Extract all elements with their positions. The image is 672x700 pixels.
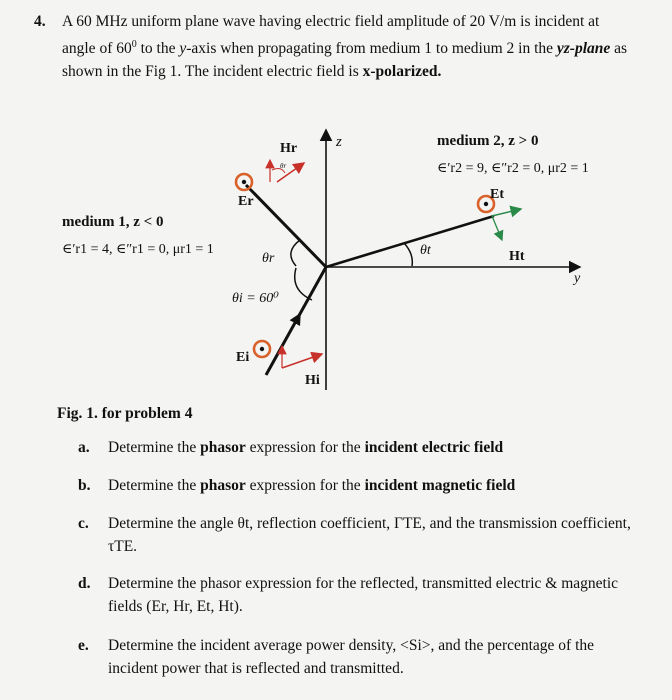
polarization-ref: x-polarized.	[362, 63, 442, 81]
ht-vector-2	[492, 216, 502, 240]
problem-text-4: as shown in the Fig 1. The incident electric field is	[62, 40, 628, 81]
er-label: Er	[238, 194, 254, 209]
transmitted-ray	[326, 216, 494, 267]
hi-vector	[282, 354, 322, 368]
problem-text-1: A 60 MHz uniform plane wave having electric field amplitude of 20 V/m is incident at angle of 60	[62, 13, 600, 58]
part-d	[78, 572, 638, 618]
incident-ray-arrow	[287, 314, 300, 337]
part-a-mid: expression for the	[245, 439, 365, 456]
part-b	[78, 474, 638, 497]
part-a-bold-2: incident electric field	[364, 439, 504, 456]
part-e-text: Determine the incident average power density, <Si>, and the percentage of the incident power that is reflected and transmitted.	[108, 637, 595, 677]
theta-r-arc	[291, 240, 300, 266]
degree-sup: 0	[131, 39, 137, 50]
medium1-params: ∈′r1 = 4, ∈″r1 = 0, μr1 = 1	[62, 242, 214, 257]
part-b-bold-1: phasor	[200, 477, 246, 494]
ht-vector	[492, 209, 521, 216]
er-dot-icon	[242, 180, 246, 184]
et-dot-icon	[484, 202, 488, 206]
ht-label: Ht	[509, 249, 525, 264]
part-b-pre: Determine the	[108, 477, 201, 494]
part-c-label: c.	[78, 515, 89, 532]
part-a-bold-1: phasor	[200, 439, 246, 456]
part-a-pre: Determine the	[108, 439, 201, 456]
hi-label: Hi	[305, 373, 320, 388]
y-axis-ref: y	[179, 40, 187, 58]
small-theta-label: θr	[280, 162, 287, 170]
part-b-label: b.	[78, 477, 91, 494]
et-label: Et	[490, 187, 504, 202]
part-d-text: Determine the phasor expression for the reflected, transmitted electric & magnetic fields (Er, Hr, Et, Ht).	[108, 575, 619, 615]
part-a-label: a.	[78, 439, 90, 456]
problem-text-2: to the	[136, 40, 180, 58]
medium2-params: ∈′r2 = 9, ∈″r2 = 0, μr2 = 1	[437, 161, 589, 176]
part-a	[78, 436, 638, 459]
medium1-label: medium 1, z < 0	[62, 214, 164, 230]
part-d-label: d.	[78, 575, 91, 592]
theta-t-label: θt	[420, 243, 431, 258]
ei-dot-icon	[260, 347, 264, 351]
ei-label: Ei	[236, 350, 250, 365]
part-c	[78, 512, 638, 558]
problem-text-3: -axis when propagating from medium 1 to medium 2 in the	[186, 40, 557, 58]
part-c-text: Determine the angle θt, reflection coefficient, ΓTE, and the transmission coefficient, τTE.	[108, 515, 631, 555]
reflected-ray	[246, 185, 326, 267]
z-axis-label: z	[336, 134, 342, 150]
figure-caption: Fig. 1. for problem 4	[57, 405, 193, 422]
part-b-bold-2: incident magnetic field	[364, 477, 516, 494]
part-e	[78, 634, 638, 680]
theta-t-arc	[404, 243, 412, 266]
part-a-text	[108, 436, 638, 459]
medium2-label: medium 2, z > 0	[437, 133, 539, 149]
part-e-label: e.	[78, 637, 89, 654]
theta-r-label: θr	[262, 251, 275, 266]
part-b-text	[108, 474, 638, 497]
y-axis-label: y	[574, 271, 581, 286]
hr-label: Hr	[280, 141, 298, 156]
problem-number: 4.	[34, 13, 46, 30]
plane-ref: yz-plane	[556, 40, 611, 58]
part-b-mid: expression for the	[245, 477, 365, 494]
theta-i-label: θi = 60⁰	[232, 291, 279, 306]
